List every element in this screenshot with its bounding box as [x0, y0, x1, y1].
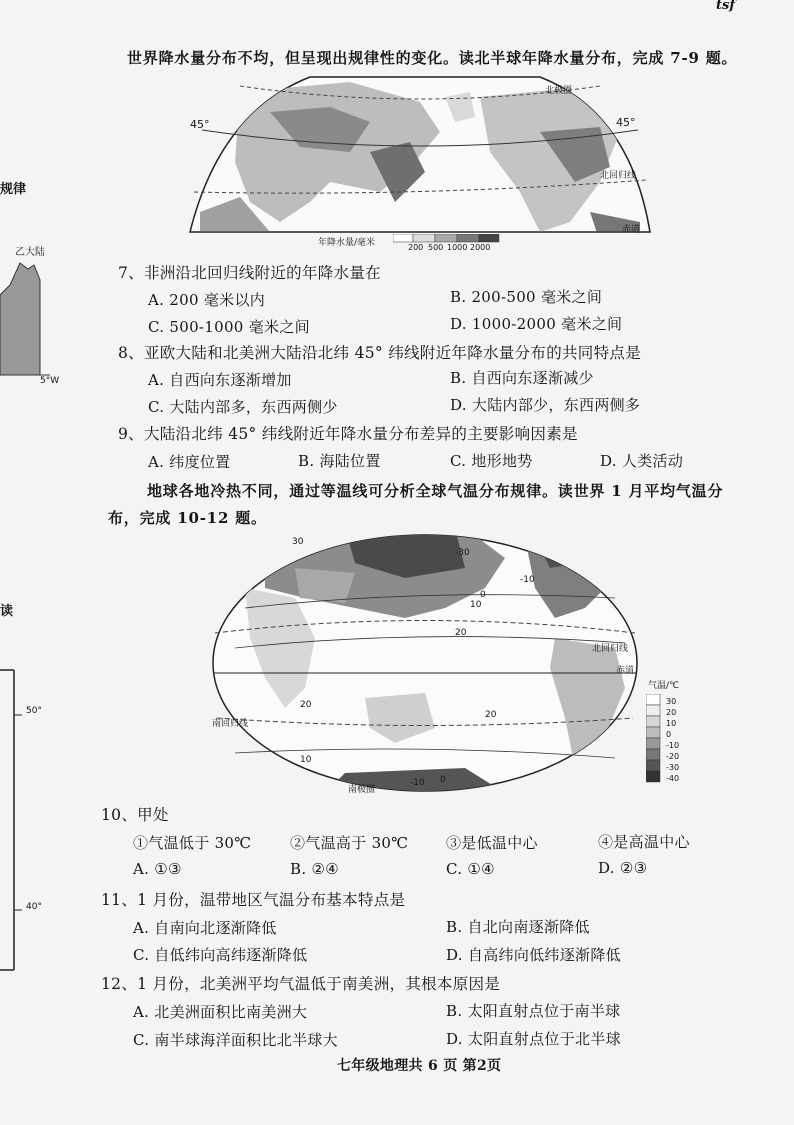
q10-sub-3: ③是低温中心 [446, 834, 538, 852]
map1-legend-500: 500 [428, 243, 444, 252]
q12-option-b[interactable]: B. 太阳直射点位于南半球 [446, 1002, 621, 1020]
q10-option-c[interactable]: C. ①④ [446, 860, 495, 878]
iso-label-7: 20 [485, 710, 497, 720]
q10-sub-1: ①气温低于 30℃ [133, 834, 252, 852]
map1-legend-200: 200 [408, 243, 424, 252]
iso-label-5: 20 [455, 628, 467, 638]
q7-option-b[interactable]: B. 200-500 毫米之间 [450, 288, 603, 306]
q11-option-b[interactable]: B. 自北向南逐渐降低 [446, 918, 590, 936]
q8-stem: 8、亚欧大陆和北美洲大陆沿北纬 45° 纬线附近年降水量分布的共同特点是 [118, 344, 641, 362]
margin-lat-40: 40° [26, 902, 42, 912]
page-footer: 七年级地理共 6 页 第2页 [337, 1058, 502, 1074]
q10-stem: 10、甲处 [101, 806, 169, 824]
margin-profile [0, 255, 50, 380]
legend-tick-m40: -40 [666, 774, 680, 783]
precipitation-map [180, 72, 660, 252]
legend-tick-10: 10 [666, 719, 677, 728]
q11-option-a[interactable]: A. 自南向北逐渐降低 [133, 919, 277, 937]
intro-precipitation: 世界降水量分布不均，但呈现出规律性的变化。读北半球年降水量分布，完成 7-9 题。 [127, 49, 738, 67]
legend-tick-m10: -10 [666, 741, 680, 750]
q12-option-a[interactable]: A. 北美洲面积比南美洲大 [133, 1003, 308, 1021]
map1-legend-title: 年降水量/毫米 [318, 238, 376, 248]
q7-option-d[interactable]: D. 1000-2000 毫米之间 [450, 315, 623, 333]
iso-label-10: -10 [410, 778, 425, 788]
map2-equator: 赤道 [616, 666, 635, 676]
map1-lat-left: 45° [190, 118, 210, 131]
q9-option-b[interactable]: B. 海陆位置 [298, 452, 381, 470]
iso-label-4: 10 [470, 600, 482, 610]
corner-mark: tsf [716, 0, 735, 13]
q7-stem: 7、非洲沿北回归线附近的年降水量在 [118, 264, 381, 282]
legend-tick-0: 0 [666, 730, 672, 739]
margin-lat-50: 50° [26, 706, 42, 716]
q12-option-d[interactable]: D. 太阳直射点位于北半球 [446, 1030, 621, 1048]
map2-legend-title: 气温/℃ [648, 681, 680, 691]
map1-legend-2000: 2000 [470, 243, 491, 252]
map1-legend-1000: 1000 [447, 243, 468, 252]
intro-temperature-line2: 布，完成 10-12 题。 [108, 509, 267, 527]
legend-tick-30: 30 [666, 697, 677, 706]
q10-sub-2: ②气温高于 30℃ [290, 834, 409, 852]
legend-tick-m30: -30 [666, 763, 680, 772]
legend-tick-m20: -20 [666, 752, 680, 761]
map2-tropic-n: 北回归线 [592, 644, 629, 654]
map1-lat-right: 45° [616, 116, 636, 129]
iso-label-2: -10 [520, 575, 535, 585]
q11-stem: 11、1 月份，温带地区气温分布基本特点是 [101, 891, 406, 909]
map1-equator-label: 赤道 [622, 225, 641, 235]
margin-text-mid: 读 [0, 604, 14, 619]
q8-option-c[interactable]: C. 大陆内部多，东西两侧少 [148, 398, 338, 416]
map2-antarctic: 南极圈 [348, 785, 376, 795]
q12-stem: 12、1 月份，北美洲平均气温低于南美洲，其根本原因是 [101, 975, 501, 993]
temperature-map [205, 528, 645, 793]
intro-temperature-line1: 地球各地冷热不同，通过等温线可分析全球气温分布规律。读世界 1 月平均气温分 [147, 482, 724, 500]
q9-option-a[interactable]: A. 纬度位置 [148, 453, 231, 471]
iso-label-9: 0 [440, 775, 446, 785]
iso-label-6: 20 [300, 700, 312, 710]
q11-option-c[interactable]: C. 自低纬向高纬逐渐降低 [133, 946, 308, 964]
map1-tropic-label: 北回归线 [600, 171, 637, 181]
margin-small: 5°W [40, 376, 60, 386]
q9-option-c[interactable]: C. 地形地势 [450, 452, 533, 470]
iso-label-8: 10 [300, 755, 312, 765]
q11-option-d[interactable]: D. 自高纬向低纬逐渐降低 [446, 946, 621, 964]
q10-option-d[interactable]: D. ②③ [598, 859, 648, 877]
q8-option-b[interactable]: B. 自西向东逐渐减少 [450, 369, 594, 387]
map2-tropic-s: 南回归线 [212, 719, 249, 729]
q7-option-c[interactable]: C. 500-1000 毫米之间 [148, 318, 310, 336]
q8-option-d[interactable]: D. 大陆内部少，东西两侧多 [450, 396, 641, 414]
q10-option-a[interactable]: A. ①③ [133, 860, 182, 878]
q10-option-b[interactable]: B. ②④ [290, 860, 339, 878]
map2-legend-bar [646, 694, 664, 786]
q8-option-a[interactable]: A. 自西向东逐渐增加 [148, 371, 292, 389]
legend-tick-20: 20 [666, 708, 677, 717]
iso-label-3: 0 [480, 590, 486, 600]
q12-option-c[interactable]: C. 南半球海洋面积比北半球大 [133, 1031, 338, 1049]
margin-label: 乙大陆 [15, 247, 45, 258]
margin-text-top: 规律 [0, 182, 27, 197]
q9-option-d[interactable]: D. 人类活动 [600, 452, 684, 470]
q10-sub-4: ④是高温中心 [598, 833, 690, 851]
iso-label-1: -30 [455, 548, 470, 558]
iso-label-11: 30 [292, 537, 304, 547]
map1-arctic-label: 北极圈 [545, 86, 573, 96]
q9-stem: 9、大陆沿北纬 45° 纬线附近年降水量分布差异的主要影响因素是 [118, 425, 578, 443]
q7-option-a[interactable]: A. 200 毫米以内 [148, 291, 266, 309]
